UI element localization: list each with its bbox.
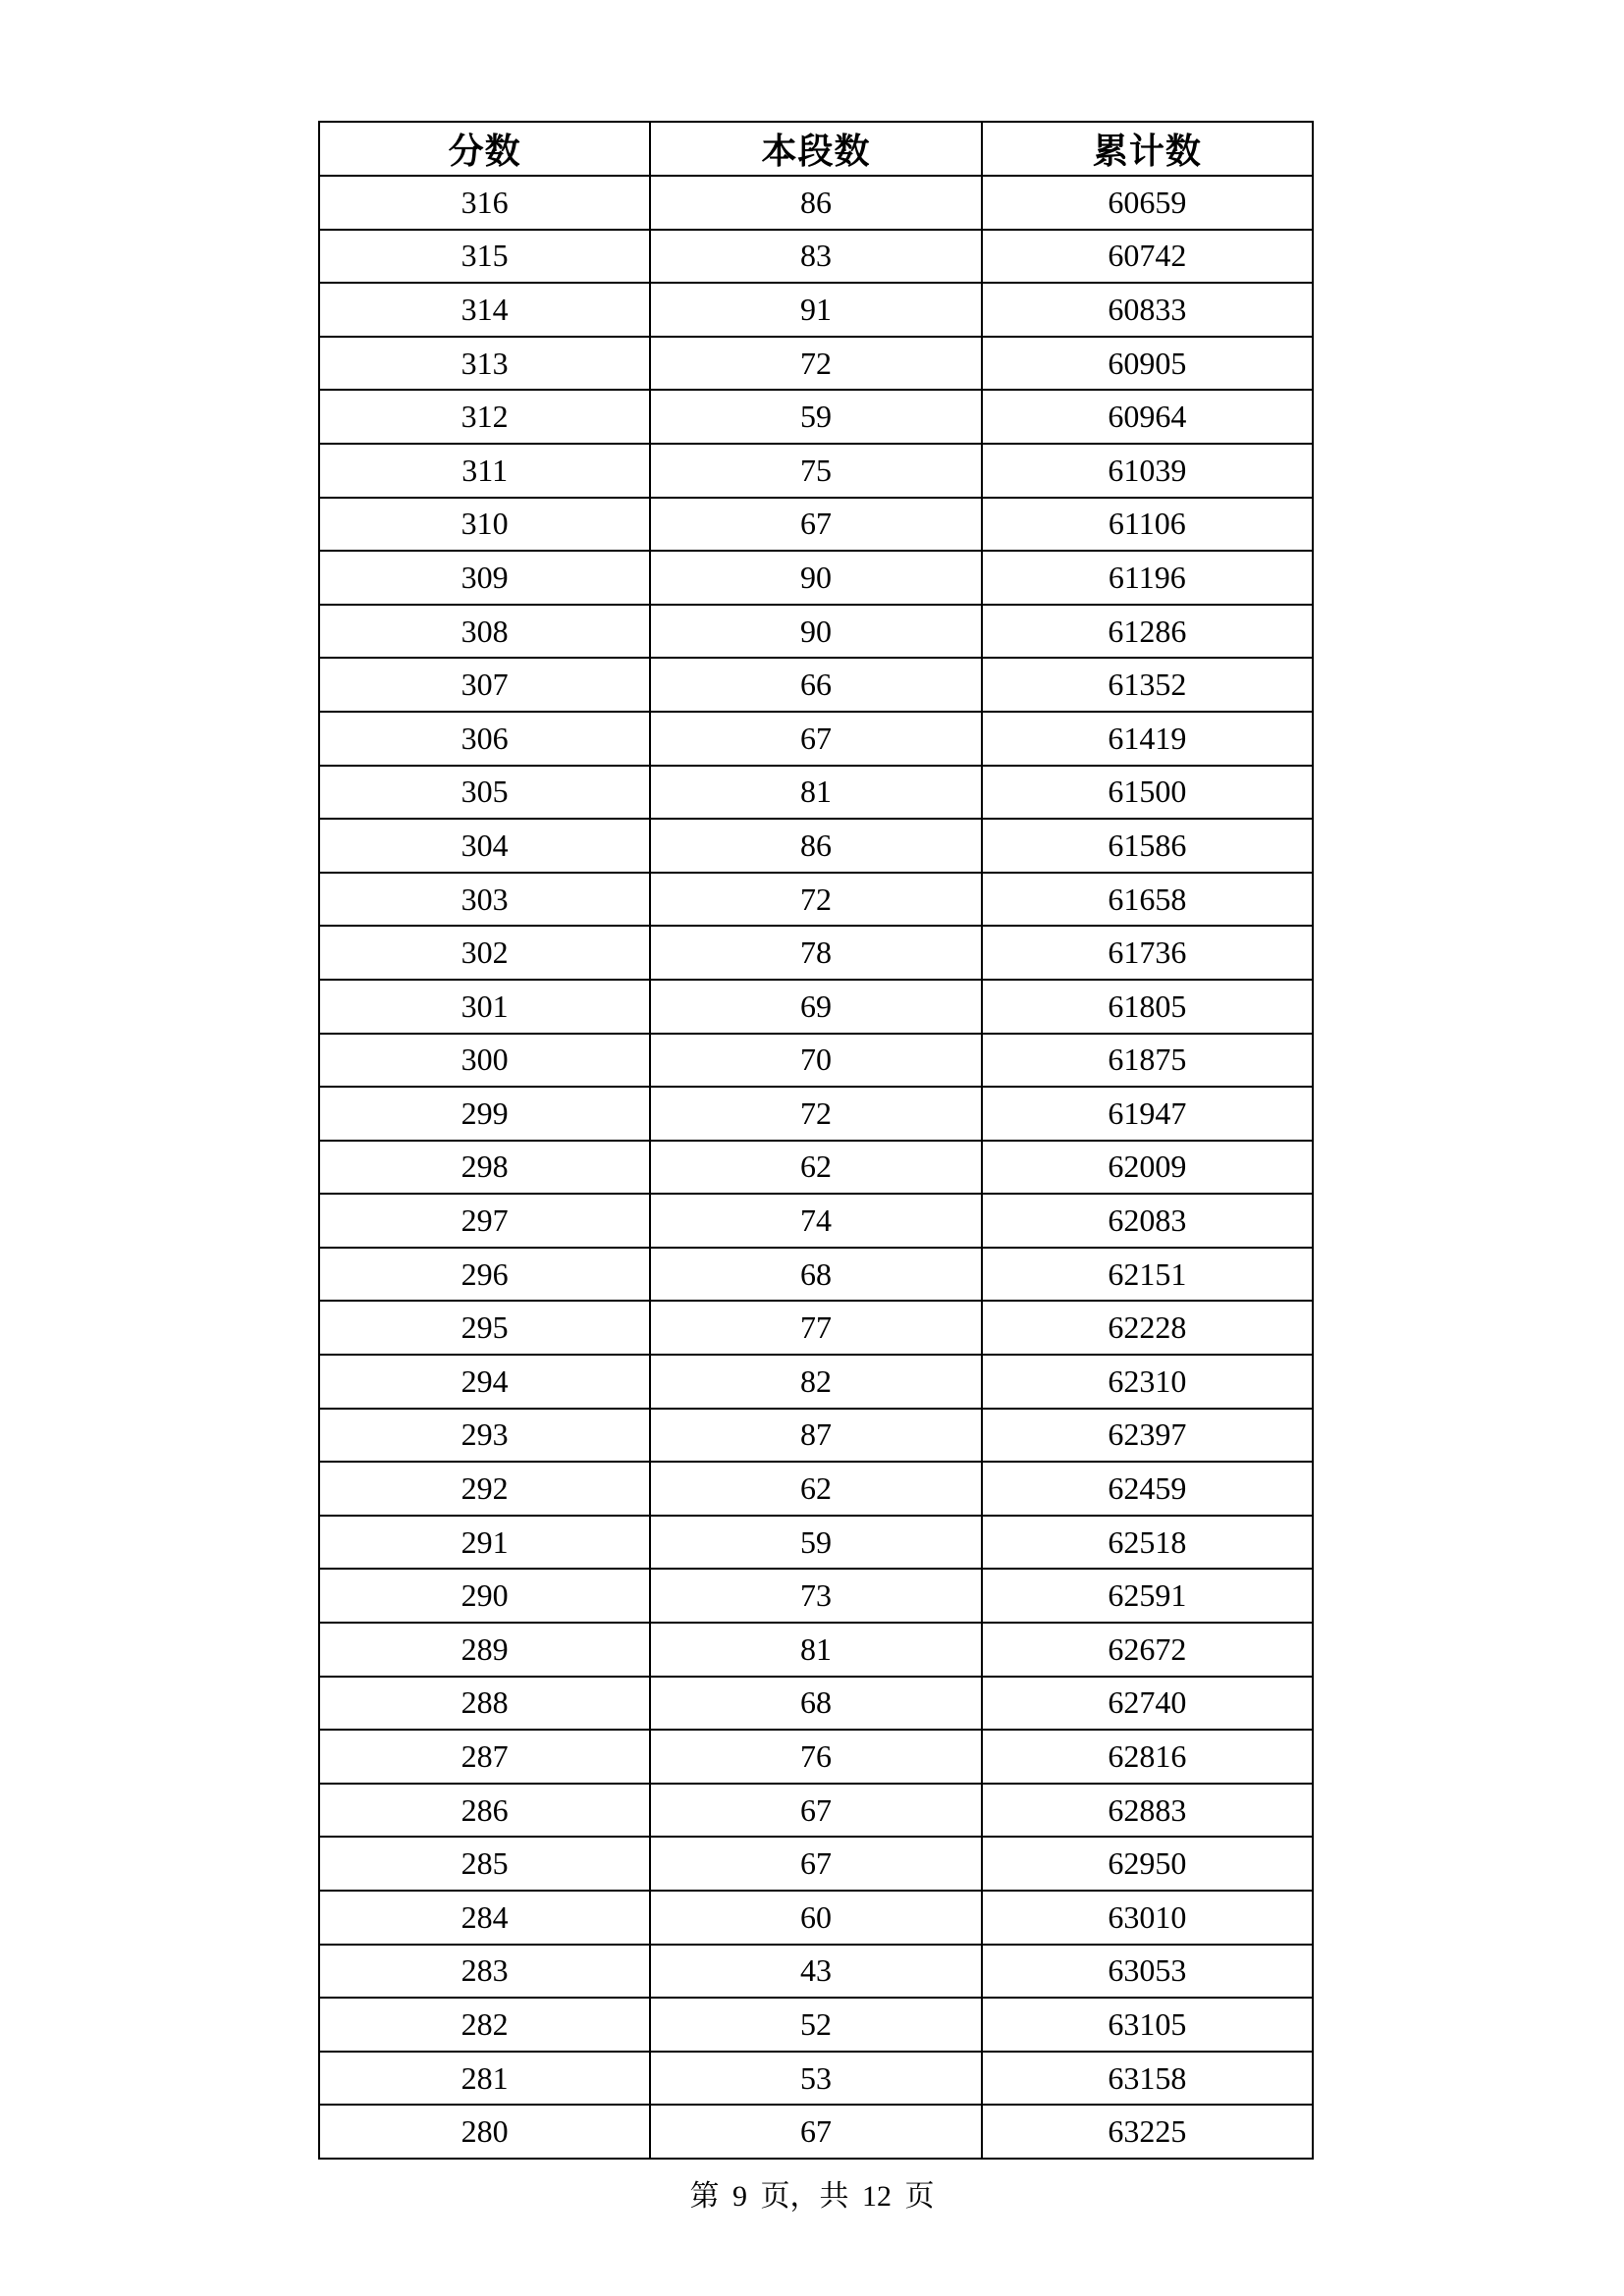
cell-segment-count: 67 (650, 712, 981, 766)
cell-segment-count: 69 (650, 980, 981, 1034)
table-row (319, 1998, 1313, 2052)
table-row (319, 1784, 1313, 1838)
table-row (319, 1677, 1313, 1731)
cell-segment-count: 52 (650, 1998, 981, 2052)
cell-score: 286 (319, 1784, 650, 1838)
table-row (319, 1141, 1313, 1195)
table-row (319, 444, 1313, 498)
cell-score: 315 (319, 230, 650, 284)
cell-score: 295 (319, 1301, 650, 1355)
cell-cumulative-count: 62883 (982, 1784, 1313, 1838)
table-row (319, 1194, 1313, 1248)
cell-cumulative-count: 60964 (982, 390, 1313, 444)
table-row (319, 980, 1313, 1034)
page-number-footer: 第 9 页，共 12 页 (689, 2180, 935, 2213)
table-row (319, 283, 1313, 337)
cell-score: 287 (319, 1730, 650, 1784)
cell-segment-count: 60 (650, 1891, 981, 1945)
table-row (319, 176, 1313, 230)
cell-segment-count: 90 (650, 605, 981, 659)
cell-cumulative-count: 62672 (982, 1623, 1313, 1677)
cell-score: 304 (319, 819, 650, 873)
table-row (319, 390, 1313, 444)
cell-score: 314 (319, 283, 650, 337)
cell-segment-count: 81 (650, 766, 981, 820)
cell-cumulative-count: 62397 (982, 1409, 1313, 1463)
cell-segment-count: 76 (650, 1730, 981, 1784)
table-row (319, 230, 1313, 284)
cell-cumulative-count: 61805 (982, 980, 1313, 1034)
cell-cumulative-count: 61286 (982, 605, 1313, 659)
cell-segment-count: 62 (650, 1462, 981, 1516)
cell-cumulative-count: 63010 (982, 1891, 1313, 1945)
cell-cumulative-count: 62591 (982, 1569, 1313, 1623)
cell-segment-count: 67 (650, 1784, 981, 1838)
table-row (319, 2105, 1313, 2159)
table-header-row (319, 122, 1313, 176)
cell-cumulative-count: 62009 (982, 1141, 1313, 1195)
cell-segment-count: 53 (650, 2052, 981, 2106)
table-row (319, 712, 1313, 766)
table-row (319, 926, 1313, 980)
cell-score: 299 (319, 1087, 650, 1141)
cell-cumulative-count: 61947 (982, 1087, 1313, 1141)
cell-score: 291 (319, 1516, 650, 1570)
table-row (319, 605, 1313, 659)
cell-score: 298 (319, 1141, 650, 1195)
cell-cumulative-count: 60905 (982, 337, 1313, 391)
cell-score: 288 (319, 1677, 650, 1731)
cell-segment-count: 70 (650, 1034, 981, 1088)
cell-cumulative-count: 62518 (982, 1516, 1313, 1570)
cell-score: 290 (319, 1569, 650, 1623)
cell-segment-count: 67 (650, 1837, 981, 1891)
table-row (319, 658, 1313, 712)
table-row (319, 1837, 1313, 1891)
cell-segment-count: 81 (650, 1623, 981, 1677)
cell-score: 282 (319, 1998, 650, 2052)
cell-segment-count: 66 (650, 658, 981, 712)
cell-score: 283 (319, 1945, 650, 1999)
cell-cumulative-count: 61586 (982, 819, 1313, 873)
cell-segment-count: 74 (650, 1194, 981, 1248)
cell-cumulative-count: 62740 (982, 1677, 1313, 1731)
table-row (319, 1730, 1313, 1784)
table-row (319, 1248, 1313, 1302)
cell-score: 300 (319, 1034, 650, 1088)
cell-score: 316 (319, 176, 650, 230)
cell-segment-count: 43 (650, 1945, 981, 1999)
cell-segment-count: 59 (650, 1516, 981, 1570)
cell-segment-count: 75 (650, 444, 981, 498)
cell-cumulative-count: 60659 (982, 176, 1313, 230)
cell-cumulative-count: 62459 (982, 1462, 1313, 1516)
cell-score: 301 (319, 980, 650, 1034)
cell-cumulative-count: 61196 (982, 551, 1313, 605)
header-score: 分数 (319, 122, 650, 176)
cell-score: 311 (319, 444, 650, 498)
cell-score: 281 (319, 2052, 650, 2106)
score-distribution-table (318, 121, 1314, 2160)
cell-segment-count: 67 (650, 2105, 981, 2159)
cell-score: 312 (319, 390, 650, 444)
cell-score: 289 (319, 1623, 650, 1677)
table-row (319, 1462, 1313, 1516)
table-row (319, 819, 1313, 873)
cell-score: 305 (319, 766, 650, 820)
cell-segment-count: 78 (650, 926, 981, 980)
cell-score: 280 (319, 2105, 650, 2159)
cell-cumulative-count: 61419 (982, 712, 1313, 766)
cell-score: 307 (319, 658, 650, 712)
cell-segment-count: 68 (650, 1248, 981, 1302)
cell-score: 303 (319, 873, 650, 927)
cell-cumulative-count: 60833 (982, 283, 1313, 337)
table-row (319, 1569, 1313, 1623)
cell-segment-count: 87 (650, 1409, 981, 1463)
cell-score: 296 (319, 1248, 650, 1302)
table-row (319, 1034, 1313, 1088)
cell-score: 294 (319, 1355, 650, 1409)
cell-cumulative-count: 61500 (982, 766, 1313, 820)
cell-segment-count: 82 (650, 1355, 981, 1409)
cell-cumulative-count: 61352 (982, 658, 1313, 712)
cell-segment-count: 72 (650, 1087, 981, 1141)
table-row (319, 1945, 1313, 1999)
cell-score: 309 (319, 551, 650, 605)
cell-score: 302 (319, 926, 650, 980)
header-segment-count: 本段数 (650, 122, 981, 176)
cell-segment-count: 91 (650, 283, 981, 337)
cell-cumulative-count: 63225 (982, 2105, 1313, 2159)
cell-segment-count: 86 (650, 819, 981, 873)
table-row (319, 766, 1313, 820)
table-row (319, 1409, 1313, 1463)
cell-score: 292 (319, 1462, 650, 1516)
cell-segment-count: 72 (650, 873, 981, 927)
cell-cumulative-count: 63053 (982, 1945, 1313, 1999)
cell-score: 308 (319, 605, 650, 659)
cell-cumulative-count: 62816 (982, 1730, 1313, 1784)
cell-segment-count: 67 (650, 498, 981, 552)
cell-score: 310 (319, 498, 650, 552)
table-row (319, 1355, 1313, 1409)
cell-score: 293 (319, 1409, 650, 1463)
cell-segment-count: 77 (650, 1301, 981, 1355)
cell-segment-count: 59 (650, 390, 981, 444)
cell-cumulative-count: 61736 (982, 926, 1313, 980)
cell-score: 284 (319, 1891, 650, 1945)
table-row (319, 1087, 1313, 1141)
cell-score: 313 (319, 337, 650, 391)
cell-segment-count: 90 (650, 551, 981, 605)
cell-segment-count: 73 (650, 1569, 981, 1623)
cell-cumulative-count: 62083 (982, 1194, 1313, 1248)
table-row (319, 1516, 1313, 1570)
cell-cumulative-count: 62151 (982, 1248, 1313, 1302)
table-row (319, 1891, 1313, 1945)
cell-cumulative-count: 61875 (982, 1034, 1313, 1088)
table-row (319, 1301, 1313, 1355)
cell-cumulative-count: 60742 (982, 230, 1313, 284)
cell-cumulative-count: 63158 (982, 2052, 1313, 2106)
cell-segment-count: 68 (650, 1677, 981, 1731)
cell-segment-count: 83 (650, 230, 981, 284)
table-body (319, 176, 1313, 2159)
cell-segment-count: 86 (650, 176, 981, 230)
cell-score: 306 (319, 712, 650, 766)
cell-cumulative-count: 61106 (982, 498, 1313, 552)
cell-cumulative-count: 61658 (982, 873, 1313, 927)
cell-cumulative-count: 61039 (982, 444, 1313, 498)
table-row (319, 2052, 1313, 2106)
cell-cumulative-count: 62310 (982, 1355, 1313, 1409)
table-row (319, 1623, 1313, 1677)
table-row (319, 337, 1313, 391)
cell-score: 297 (319, 1194, 650, 1248)
cell-score: 285 (319, 1837, 650, 1891)
cell-segment-count: 62 (650, 1141, 981, 1195)
header-cumulative-count: 累计数 (982, 122, 1313, 176)
cell-cumulative-count: 62950 (982, 1837, 1313, 1891)
table-row (319, 551, 1313, 605)
table-row (319, 873, 1313, 927)
cell-cumulative-count: 63105 (982, 1998, 1313, 2052)
cell-segment-count: 72 (650, 337, 981, 391)
cell-cumulative-count: 62228 (982, 1301, 1313, 1355)
table-row (319, 498, 1313, 552)
